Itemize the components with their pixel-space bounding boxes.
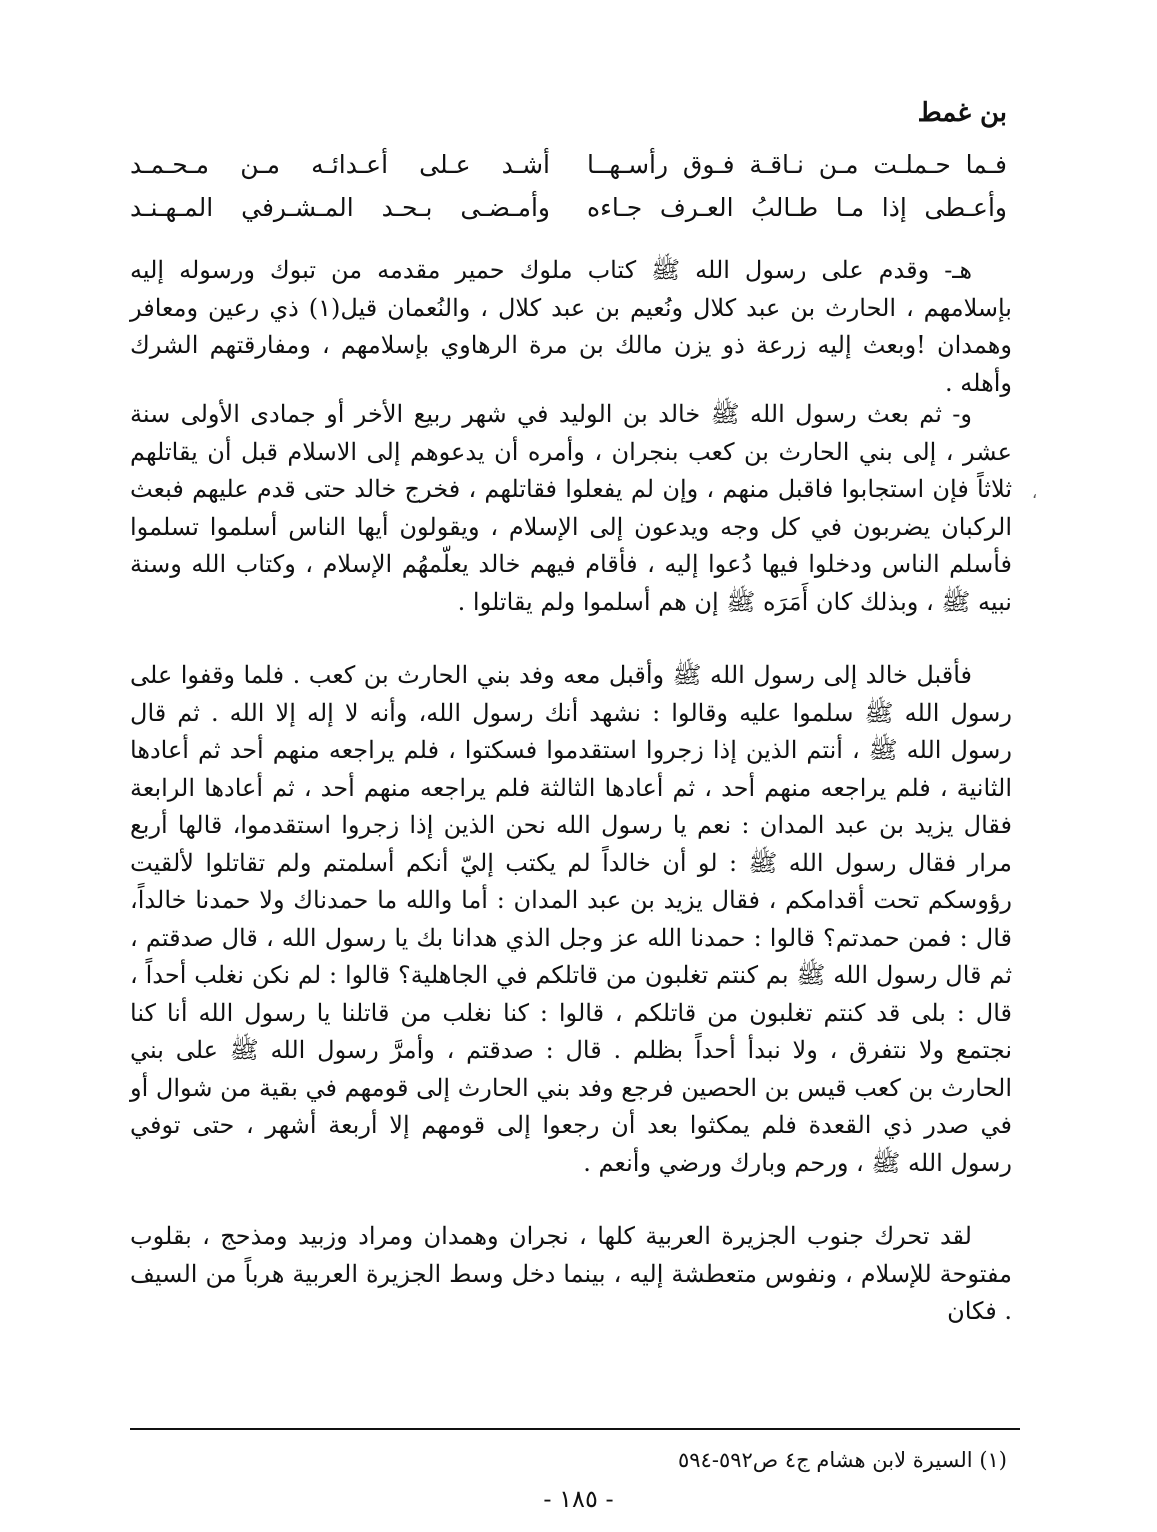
- paragraph-south-arabia: [130, 1218, 1012, 1331]
- paragraph-waw: [130, 396, 1012, 621]
- poem-verse: [130, 193, 1007, 222]
- paragraph-text: فأقبل خالد إلى رسول الله ﷺ وأقبل معه وفد بني الحارث بن كعب . فلما وقفوا على رسول الله ﷺ سلموا عليه وقالوا : نشهد أنك رسول الله، وأنه لا إله إلا الله . ثم قال رسول الله ﷺ ، أنتم الذين إذا زجروا استقدموا فسكتوا ، فلم يراجعه منهم أحد ثم أعادها الثانية ، فلم يراجعه منهم أحد ، ثم أعادها الثالثة فلم يراجعه منهم أحد ، ثم أعادها الرابعة فقال يزيد بن عبد المدان : نعم يا رسول الله نحن الذين إذا زجروا استقدموا، قالها أربع مرار فقال رسول الله ﷺ : لو أن خالداً لم يكتب إليّ أنكم أسلمتم ولم تقاتلوا لألقيت رؤوسكم تحت أقدامكم ، فقال يزيد بن عبد المدان : أما والله ما حمدناك ولا حمدنا خالداً، قال : فمن حمدتم؟ قالوا : حمدنا الله عز وجل الذي هدانا بك يا رسول الله ، قال صدقتم ، ثم قال رسول الله ﷺ بم كنتم تغلبون من قاتلكم في الجاهلية؟ قالوا : لم نكن نغلب أحداً ، قال : بلى قد كنتم تغلبون من قاتلكم ، قالوا : كنا نغلب من قاتلنا يا رسول الله أنا كنا نجتمع ولا نتفرق ، ولا نبدأ أحداً بظلم . قال : صدقتم ، وأمرَّ رسول الله ﷺ على بني الحارث بن كعب قيس بن الحصين فرجع وفد بني الحارث إلى قومهم في بقية من شوال أو في صدر ذي القعدة فلم يمكثوا بعد أن رجعوا إلى قومهم إلا أربعة أشهر ، حتى توفي رسول الله ﷺ ، ورحم وبارك ورضي وأنعم .: [130, 661, 1012, 1177]
- running-header: بن غمط: [917, 98, 1007, 128]
- footnote: (١) السيرة لابن هشام ج٤ ص٥٩٢-٥٩٤: [678, 1448, 1007, 1472]
- verse-first-hemistich: فـما حـملـت مـن نـاقـة فـوق رأسـهــا: [587, 150, 1007, 179]
- footnote-divider: [130, 1428, 1020, 1430]
- verse-second-hemistich: أشـد عـلى أعـدائـه مـن مـحـمـد: [130, 150, 550, 179]
- paragraph-khalid-delegation: [130, 657, 1012, 1182]
- verse-second-hemistich: وأمـضـى بـحـد المـشـرفي المـهـنـد: [130, 193, 550, 222]
- paragraph-he: [130, 252, 1012, 402]
- paragraph-text: و- ثم بعث رسول الله ﷺ خالد بن الوليد في شهر ربيع الأخر أو جمادى الأولى سنة عشر ، إلى بني الحارث بن كعب بنجران ، وأمره أن يدعوهم إلى الاسلام قبل أن يقاتلهم ثلاثاً فإن استجابوا فاقبل منهم ، وإن لم يفعلوا فقاتلهم ، فخرج خالد حتى قدم عليهم فبعث الركبان يضربون في كل وجه ويدعون إلى الإسلام ، ويقولون أيها الناس أسلموا تسلموا فأسلم الناس ودخلوا فيها دُعوا إليه ، فأقام فيهم خالد يعلّمهُم الإسلام ، وكتاب الله وسنة نبيه ﷺ ، وبذلك كان أَمَرَه ﷺ إن هم أسلموا ولم يقاتلوا .: [130, 400, 1012, 616]
- verse-first-hemistich: وأعـطى إذا مـا طـالبُ العـرف جـاءه: [587, 193, 1007, 222]
- page-number: - ١٨٥ -: [543, 1485, 614, 1513]
- paragraph-text: هـ- وقدم على رسول الله ﷺ كتاب ملوك حمير مقدمه من تبوك ورسوله إليه بإسلامهم ، الحارث بن عبد كلال ونُعيم بن عبد كلال ، والنُعمان قيل(١) ذي رعين ومعافر وهمدان !وبعث إليه زرعة ذو يزن مالك بن مرة الرهاوي بإسلامهم ، ومفارقتهم الشرك وأهله .: [130, 256, 1012, 397]
- poem-verse: [130, 150, 1007, 179]
- paragraph-text: لقد تحرك جنوب الجزيرة العربية كلها ، نجران وهمدان ومراد وزبيد ومذحج ، بقلوب مفتوحة للإسلام ، ونفوس متعطشة إليه ، بينما دخل وسط الجزيرة العربية هرباً من السيف . فكان: [130, 1222, 1012, 1325]
- margin-mark: ،: [1032, 483, 1038, 502]
